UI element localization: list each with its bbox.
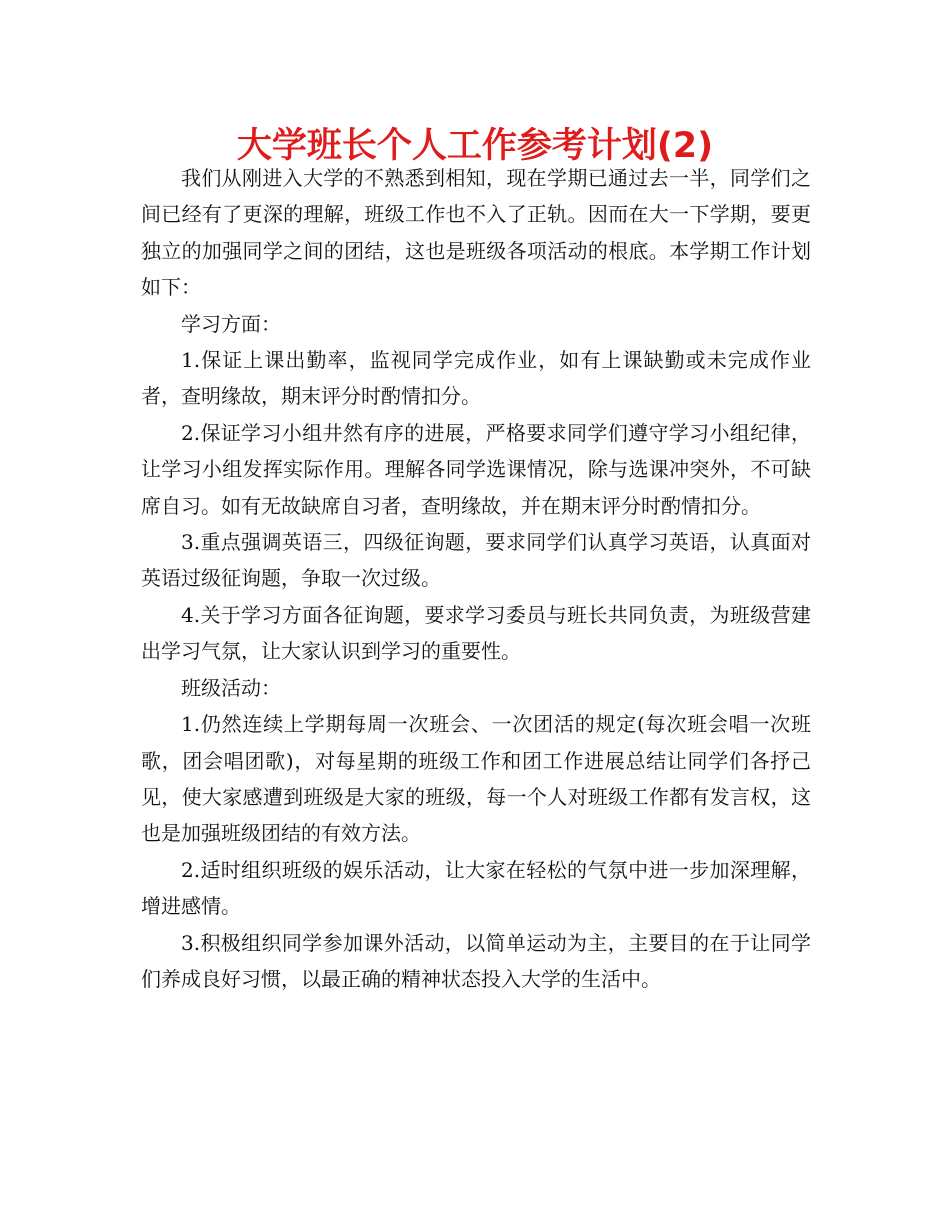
paragraph-activity-2: 2.适时组织班级的娱乐活动，让大家在轻松的气氛中进一步加深理解，增进感情。 bbox=[141, 857, 811, 919]
paragraph-study-3: 3.重点强调英语三，四级征询题，要求同学们认真学习英语，认真面对英语过级征询题，争取一次过级。 bbox=[141, 530, 811, 591]
document-body bbox=[141, 160, 811, 997]
paragraph-intro: 我们从刚进入大学的不熟悉到相知，现在学期已通过去一半，同学们之间已经有了更深的理解，班级工作也不入了正轨。因而在大一下学期，要更独立的加强同学之间的团结，这也是班级各项活动的根底。本学期工作计划如下： bbox=[141, 166, 811, 300]
paragraph-activity-3: 3.积极组织同学参加课外活动，以简单运动为主，主要目的在于让同学们养成良好习惯，以最正确的精神状态投入大学的生活中。 bbox=[141, 930, 811, 991]
paragraph-study-2: 2.保证学习小组井然有序的进展，严格要求同学们遵守学习小组纪律，让学习小组发挥实际作用。理解各同学选课情况，除与选课冲突外，不可缺席自习。如有无故缺席自习者，查明缘故，并在期末评分时酌情扣分。 bbox=[141, 420, 811, 518]
document-title: 大学班长个人工作参考计划(2) bbox=[236, 126, 714, 166]
paragraph-study-4: 4.关于学习方面各征询题，要求学习委员与班长共同负责，为班级营建出学习气氛，让大家认识到学习的重要性。 bbox=[141, 602, 811, 664]
paragraph-activity-1: 1.仍然连续上学期每周一次班会、一次团活的规定(每次班会唱一次班歌，团会唱团歌)，对每星期的班级工作和团工作进展总结让同学们各抒己见，使大家感遭到班级是大家的班级，每一个人对班级工作都有发言权，这也是加强班级团结的有效方法。 bbox=[141, 712, 811, 846]
paragraph-study-1: 1.保证上课出勤率，监视同学完成作业，如有上课缺勤或未完成作业者，查明缘故，期末评分时酌情扣分。 bbox=[141, 348, 811, 409]
section-heading-study: 学习方面： bbox=[181, 311, 281, 336]
section-heading-activities: 班级活动： bbox=[181, 675, 281, 700]
